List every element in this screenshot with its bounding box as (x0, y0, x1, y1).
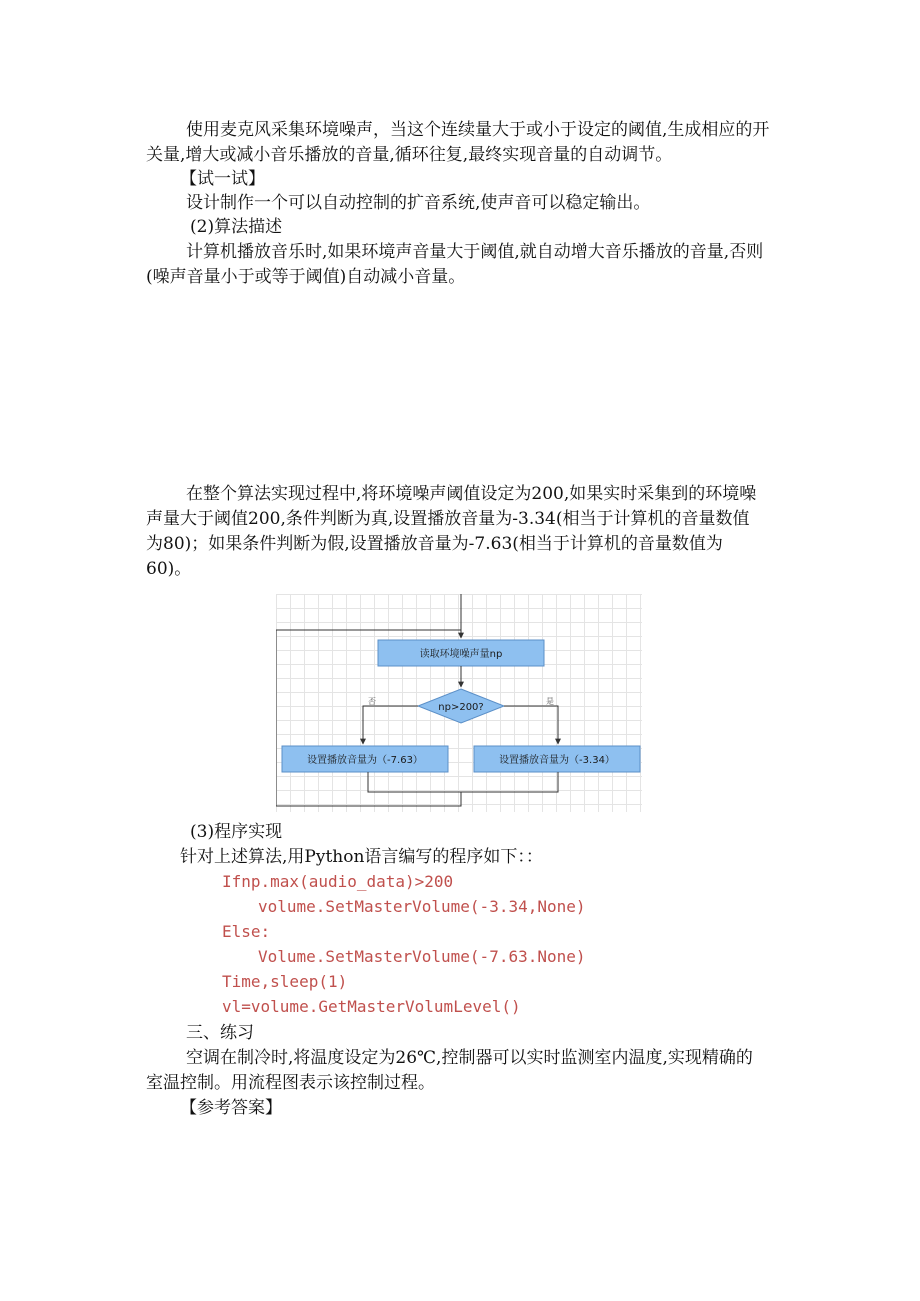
paragraph-1-line-2: 关量,增大或减小音乐播放的音量,循环往复,最终实现音量的自动调节。 (146, 145, 673, 165)
paragraph-2-line-2: (噪声音量小于或等于阈值)自动减小音量。 (146, 267, 466, 287)
code-line-2: volume.SetMasterVolume(-3.34,None) (258, 897, 586, 916)
answer-heading: 【参考答案】 (180, 1098, 282, 1118)
no-branch-arrow (363, 706, 418, 744)
read-noise-label: 读取环境噪声量np (419, 649, 503, 660)
set-volume-low-label: 设置播放音量为（-7.63） (307, 755, 423, 766)
section-3-title: (3)程序实现 (190, 822, 283, 842)
right-merge-line (461, 772, 558, 792)
paragraph-3-line-3: 为80)；如果条件判断为假,设置播放音量为-7.63(相当于计算机的音量数值为 (146, 534, 723, 554)
section-2-title: (2)算法描述 (190, 217, 283, 237)
try-heading: 【试一试】 (180, 169, 265, 189)
left-merge-line (368, 772, 461, 792)
paragraph-3-line-1: 在整个算法实现过程中,将环境噪声阈值设定为200,如果实时采集到的环境噪 (186, 484, 757, 504)
try-text: 设计制作一个可以自动控制的扩音系统,使声音可以稳定输出。 (186, 193, 651, 213)
flowchart-figure (276, 594, 642, 812)
code-line-4: Volume.SetMasterVolume(-7.63.None) (258, 947, 586, 966)
yes-branch-arrow (504, 706, 558, 744)
no-branch-label: 否 (368, 697, 376, 706)
code-line-6: vl=volume.GetMasterVolumLevel() (222, 997, 521, 1016)
merge-to-loop-line (368, 792, 461, 806)
decision-label: np>200? (438, 702, 484, 713)
yes-branch-label: 是 (546, 697, 554, 706)
paragraph-3-line-4: 60)。 (146, 559, 192, 579)
paragraph-1-line-1: 使用麦克风采集环境噪声，当这个连续量大于或小于设定的阈值,生成相应的开 (186, 120, 770, 140)
code-line-3: Else: (222, 922, 271, 941)
paragraph-5-line-1: 空调在制冷时,将温度设定为26℃,控制器可以实时监测室内温度,实现精确的 (186, 1048, 753, 1068)
set-volume-high-label: 设置播放音量为（-3.34） (499, 755, 615, 766)
code-line-1: Ifnp.max(audio_data)>200 (222, 872, 454, 891)
paragraph-2-line-1: 计算机播放音乐时,如果环境声音量大于阈值,就自动增大音乐播放的音量,否则 (186, 242, 764, 262)
exercise-heading: 三、练习 (186, 1023, 254, 1043)
flowchart-svg (276, 594, 642, 812)
paragraph-3-line-2: 声量大于阈值200,条件判断为真,设置播放音量为-3.34(相当于计算机的音量数值 (146, 509, 750, 529)
paragraph-5-line-2: 室温控制。用流程图表示该控制过程。 (146, 1073, 435, 1093)
paragraph-4-line-1: 针对上述算法,用Python语言编写的程序如下：： (180, 847, 543, 867)
code-line-5: Time,sleep(1) (222, 972, 348, 991)
